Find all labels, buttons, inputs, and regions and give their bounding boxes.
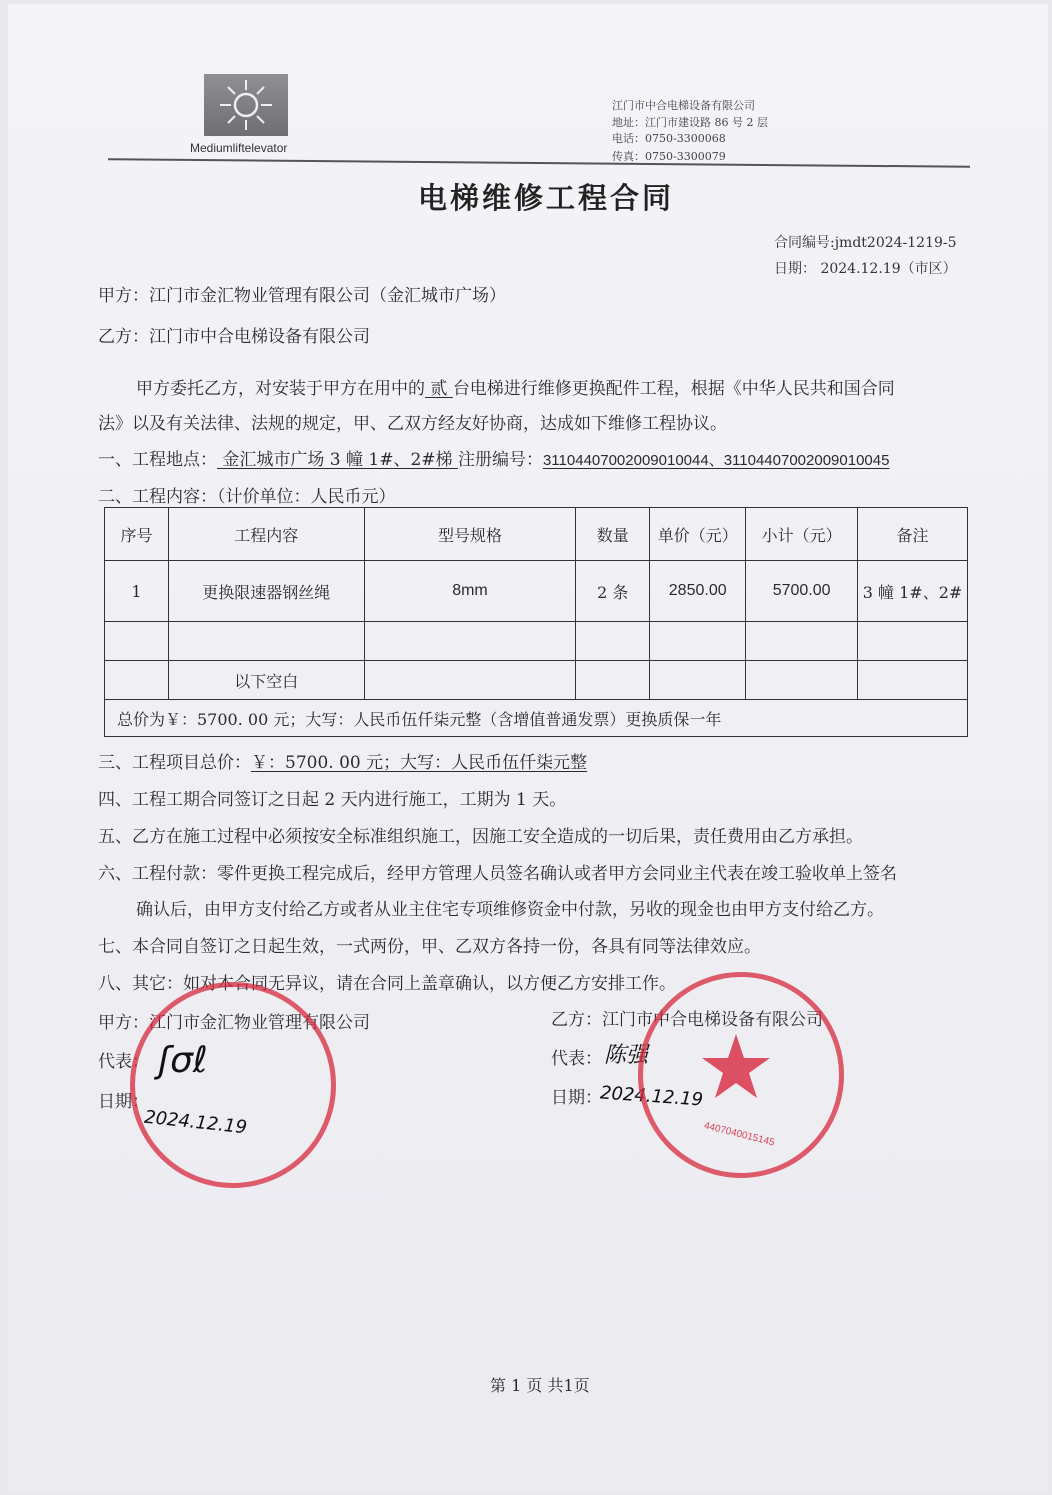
clause-7: 七、本合同自签订之日起生效，一式两份，甲、乙双方各持一份，各具有同等法律效应。: [98, 937, 761, 957]
header-company: 江门市中合电梯设备有限公司: [612, 99, 755, 112]
contract-page: [8, 4, 1048, 1492]
table-total-row: [105, 700, 968, 737]
clause-6-line-1: 六、工程付款：零件更换工程完成后，经甲方管理人员签名确认或者甲方会同业主代表在竣工验收单上签名: [98, 864, 897, 884]
section-content-title: 二、工程内容：（计价单位：人民币元）: [98, 487, 396, 507]
party-b-sign-label: 乙方：江门市中合电梯设备有限公司: [551, 1010, 823, 1030]
cell-index: [105, 622, 169, 661]
header-tel: 电话：0750-3300068: [612, 132, 726, 145]
party-b-date-label: 日期：: [551, 1088, 602, 1108]
cell-remark: [858, 661, 968, 700]
cell-subtotal: [746, 622, 858, 661]
header-divider: [108, 158, 970, 168]
header-cell: 小计（元）: [746, 508, 858, 561]
section-location: [98, 445, 889, 470]
party-a-rep-label: 代表：: [98, 1052, 149, 1072]
party-a: 甲方：江门市金汇物业管理有限公司（金汇城市广场）: [98, 286, 506, 306]
header-address: 地址：江门市建设路 86 号 2 层: [612, 116, 768, 129]
header-cell: 型号规格: [364, 508, 576, 561]
party-a-seal-icon: [130, 982, 336, 1188]
elevator-count: 贰: [425, 379, 453, 399]
party-b: 乙方：江门市中合电梯设备有限公司: [98, 327, 370, 347]
cell-unit-price: [650, 661, 746, 700]
cell-unit-price: [650, 622, 746, 661]
cell-remark: 3 幢 1#、2#: [858, 561, 968, 622]
clause-3-value: ￥：5700. 00 元；大写：人民币伍仟柒元整: [251, 753, 588, 773]
seal-number: 4407040015145: [702, 1120, 776, 1149]
logo-text: Mediumliftelevator: [190, 141, 288, 155]
clause-3-label: 三、工程项目总价：: [98, 753, 251, 773]
party-a-handwritten-date: 2024.12.19: [143, 1106, 248, 1139]
cell-index: 1: [105, 561, 169, 622]
cell-unit-price: 2850.00: [650, 561, 746, 622]
header-cell: 备注: [858, 508, 968, 561]
party-a-signature-icon: ʃσℓ: [158, 1040, 208, 1081]
cell-subtotal: [746, 661, 858, 700]
cell-subtotal: 5700.00: [746, 561, 858, 622]
party-a-sign-label: 甲方：江门市金汇物业管理有限公司: [98, 1013, 370, 1033]
location-label: 一、工程地点：: [98, 450, 217, 470]
party-b-signature-icon: 陈强: [604, 1043, 649, 1068]
cell-content: [168, 622, 364, 661]
cell-qty: 2 条: [576, 561, 650, 622]
intro-pre: 甲方委托乙方，对安装于甲方在用中的: [136, 379, 425, 399]
contract-number: 合同编号:jmdt2024-1219-5: [774, 235, 957, 251]
table-row: [105, 661, 968, 700]
party-b-rep-label: 代表：: [551, 1049, 602, 1069]
header-cell: 数量: [576, 508, 650, 561]
sun-logo-icon: [204, 74, 288, 136]
header-fax: 传真：0750-3300079: [612, 150, 726, 163]
header-cell: 工程内容: [168, 508, 364, 561]
intro-line-1: [136, 374, 895, 399]
clause-4: 四、工程工期合同签订之日起 2 天内进行施工，工期为 1 天。: [98, 790, 567, 810]
party-b-seal-icon: [638, 972, 844, 1178]
intro-post: 台电梯进行维修更换配件工程，根据《中华人民共和国合同: [452, 379, 895, 399]
contract-date: 日期： 2024.12.19（市区）: [774, 261, 957, 277]
cell-spec: [364, 661, 576, 700]
clause-6-line-2: 确认后，由甲方支付给乙方或者从业主住宅专项维修资金中付款，另收的现金也由甲方支付给乙方。: [136, 900, 884, 920]
intro-line-2: 法》以及有关法律、法规的规定，甲、乙双方经友好协商，达成如下维修工程协议。: [98, 414, 727, 434]
total-cell: 总价为￥：5700. 00 元；大写：人民币伍仟柒元整（含增值普通发票）更换质保一年: [105, 700, 968, 737]
cell-spec: 8mm: [364, 561, 576, 622]
table-row: [105, 561, 968, 622]
items-table: [104, 507, 968, 737]
reg-label: 注册编号：: [457, 450, 543, 470]
clause-3: [98, 748, 587, 773]
clause-8: 八、其它：如对本合同无异议，请在合同上盖章确认，以方便乙方安排工作。: [98, 974, 676, 994]
company-logo: [204, 74, 288, 136]
cell-index: [105, 661, 169, 700]
party-a-date-label: 日期：: [98, 1092, 149, 1112]
cell-spec: [364, 622, 576, 661]
party-b-handwritten-date: 2024.12.19: [599, 1082, 704, 1111]
cell-content: 以下空白: [168, 661, 364, 700]
table-header-row: [105, 508, 968, 561]
cell-qty: [576, 661, 650, 700]
document-title: 电梯维修工程合同: [418, 181, 675, 215]
cell-qty: [576, 622, 650, 661]
table-row: [105, 622, 968, 661]
reg-number: 31104407002009010044、31104407002009010045: [542, 452, 890, 469]
header-cell: 单价（元）: [650, 508, 746, 561]
cell-content: 更换限速器钢丝绳: [168, 561, 364, 622]
header-cell: 序号: [105, 508, 169, 561]
location-value: 金汇城市广场 3 幢 1#、2#梯: [217, 450, 458, 470]
clause-5: 五、乙方在施工过程中必须按安全标准组织施工，因施工安全造成的一切后果，责任费用由乙方承担。: [98, 827, 863, 847]
cell-remark: [858, 622, 968, 661]
page-footer: 第 1 页 共1页: [490, 1376, 590, 1395]
